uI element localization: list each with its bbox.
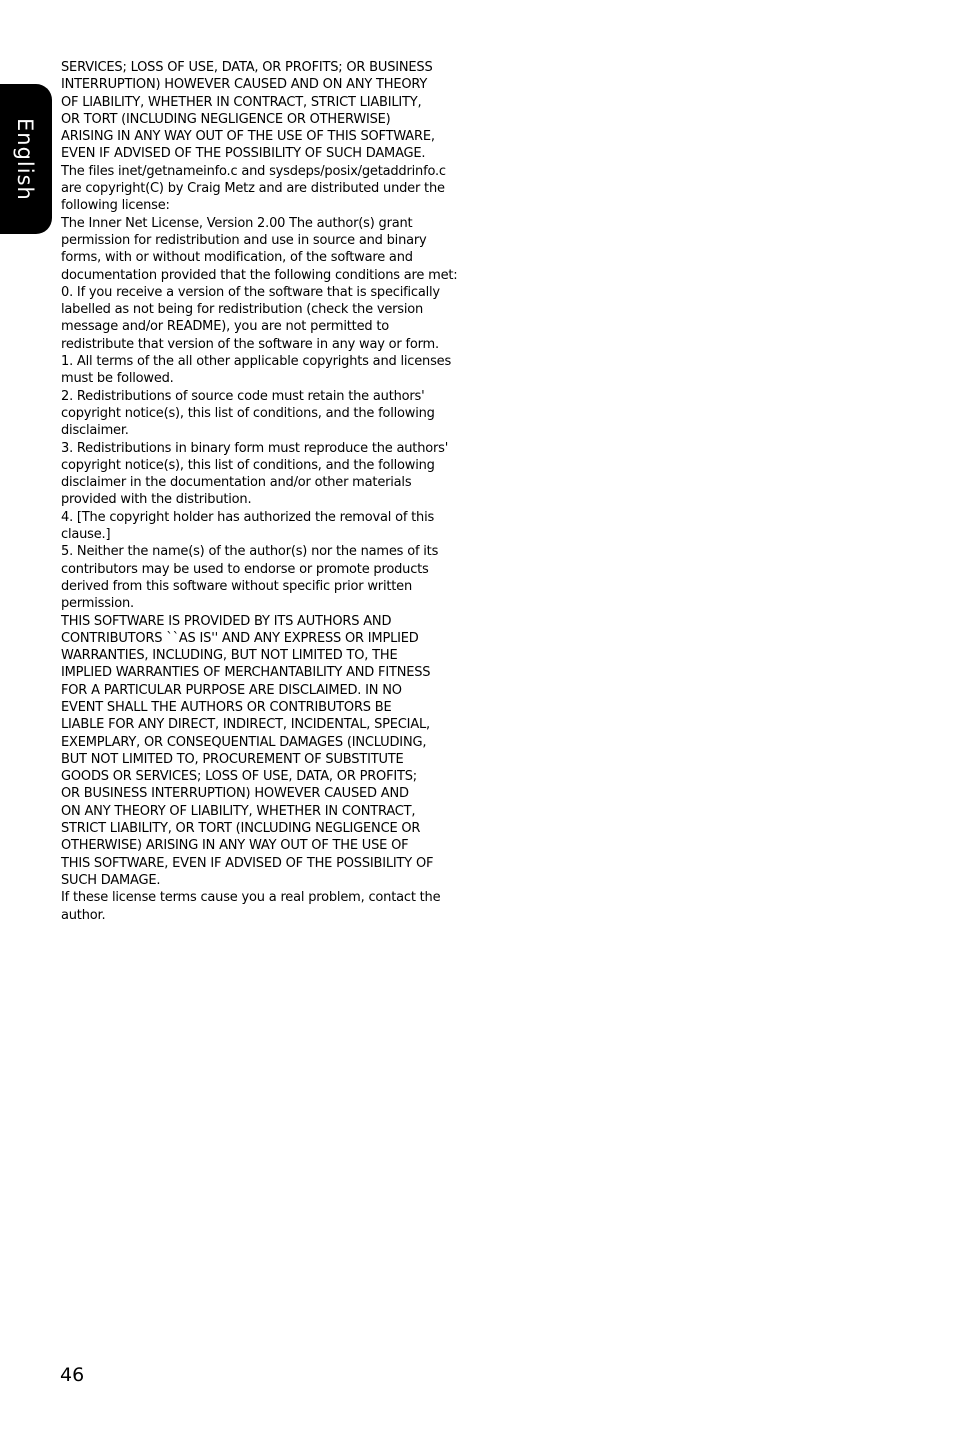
- license-line: contributors may be used to endorse or promote products: [61, 561, 429, 577]
- license-line: FOR A PARTICULAR PURPOSE ARE DISCLAIMED. IN NO: [61, 682, 402, 698]
- license-line: 3. Redistributions in binary form must reproduce the authors': [61, 440, 449, 456]
- license-line: If these license terms cause you a real problem, contact the: [61, 890, 441, 906]
- license-line: provided with the distribution.: [61, 492, 252, 508]
- license-line: LIABLE FOR ANY DIRECT, INDIRECT, INCIDENTAL, SPECIAL,: [61, 717, 430, 733]
- license-line: redistribute that version of the software in any way or form.: [61, 336, 439, 352]
- license-line: SUCH DAMAGE.: [61, 872, 161, 888]
- license-line: GOODS OR SERVICES; LOSS OF USE, DATA, OR PROFITS;: [61, 769, 417, 785]
- license-line: INTERRUPTION) HOWEVER CAUSED AND ON ANY THEORY: [61, 77, 428, 93]
- license-line: WARRANTIES, INCLUDING, BUT NOT LIMITED TO, THE: [61, 648, 398, 664]
- license-line: EXEMPLARY, OR CONSEQUENTIAL DAMAGES (INCLUDING,: [61, 734, 427, 750]
- license-line: 5. Neither the name(s) of the author(s) nor the names of its: [61, 544, 439, 560]
- license-line: disclaimer in the documentation and/or other materials: [61, 475, 412, 491]
- license-line: OR TORT (INCLUDING NEGLIGENCE OR OTHERWISE): [61, 111, 391, 127]
- license-line: must be followed.: [61, 371, 174, 387]
- license-line: 4. [The copyright holder has authorized the removal of this: [61, 509, 435, 525]
- license-line: following license:: [61, 198, 170, 214]
- license-line: ON ANY THEORY OF LIABILITY, WHETHER IN CONTRACT,: [61, 803, 416, 819]
- license-line: 0. If you receive a version of the software that is specifically: [61, 284, 440, 300]
- license-line: labelled as not being for redistribution (check the version: [61, 302, 424, 318]
- license-line: OF LIABILITY, WHETHER IN CONTRACT, STRICT LIABILITY,: [61, 94, 422, 110]
- license-line: permission for redistribution and use in source and binary: [61, 232, 427, 248]
- license-line: IMPLIED WARRANTIES OF MERCHANTABILITY AND FITNESS: [61, 665, 431, 681]
- license-line: clause.]: [61, 527, 111, 543]
- license-text: [61, 59, 466, 924]
- license-line: derived from this software without specific prior written: [61, 578, 412, 594]
- license-line: copyright notice(s), this list of conditions, and the following: [61, 405, 435, 421]
- license-line: author.: [61, 907, 106, 923]
- license-line: 1. All terms of the all other applicable copyrights and licenses: [61, 354, 452, 370]
- license-line: 2. Redistributions of source code must retain the authors': [61, 388, 425, 404]
- license-line: CONTRIBUTORS ``AS IS'' AND ANY EXPRESS OR IMPLIED: [61, 630, 419, 646]
- page-number: 46: [60, 1364, 85, 1386]
- license-line: forms, with or without modification, of the software and: [61, 250, 413, 266]
- license-line: EVEN IF ADVISED OF THE POSSIBILITY OF SUCH DAMAGE.: [61, 146, 426, 162]
- license-line: are copyright(C) by Craig Metz and are distributed under the: [61, 181, 445, 197]
- license-line: SERVICES; LOSS OF USE, DATA, OR PROFITS; OR BUSINESS: [61, 60, 433, 75]
- license-line: OTHERWISE) ARISING IN ANY WAY OUT OF THE USE OF: [61, 838, 409, 854]
- license-line: permission.: [61, 596, 134, 612]
- license-line: The files inet/getnameinfo.c and sysdeps/posix/getaddrinfo.c: [61, 163, 446, 179]
- license-line: documentation provided that the following conditions are met:: [61, 267, 458, 283]
- license-line: disclaimer.: [61, 423, 129, 439]
- license-line: OR BUSINESS INTERRUPTION) HOWEVER CAUSED AND: [61, 786, 409, 802]
- license-line: ARISING IN ANY WAY OUT OF THE USE OF THIS SOFTWARE,: [61, 129, 435, 145]
- language-tab-label: English: [13, 118, 37, 201]
- license-line: copyright notice(s), this list of conditions, and the following: [61, 457, 435, 473]
- license-line: THIS SOFTWARE, EVEN IF ADVISED OF THE POSSIBILITY OF: [61, 855, 434, 871]
- license-line: message and/or README), you are not permitted to: [61, 319, 390, 335]
- license-line: EVENT SHALL THE AUTHORS OR CONTRIBUTORS BE: [61, 699, 392, 715]
- license-line: THIS SOFTWARE IS PROVIDED BY ITS AUTHORS AND: [61, 613, 392, 629]
- license-line: STRICT LIABILITY, OR TORT (INCLUDING NEGLIGENCE OR: [61, 821, 421, 837]
- license-line: The Inner Net License, Version 2.00 The author(s) grant: [61, 215, 413, 231]
- license-line: BUT NOT LIMITED TO, PROCUREMENT OF SUBSTITUTE: [61, 751, 404, 767]
